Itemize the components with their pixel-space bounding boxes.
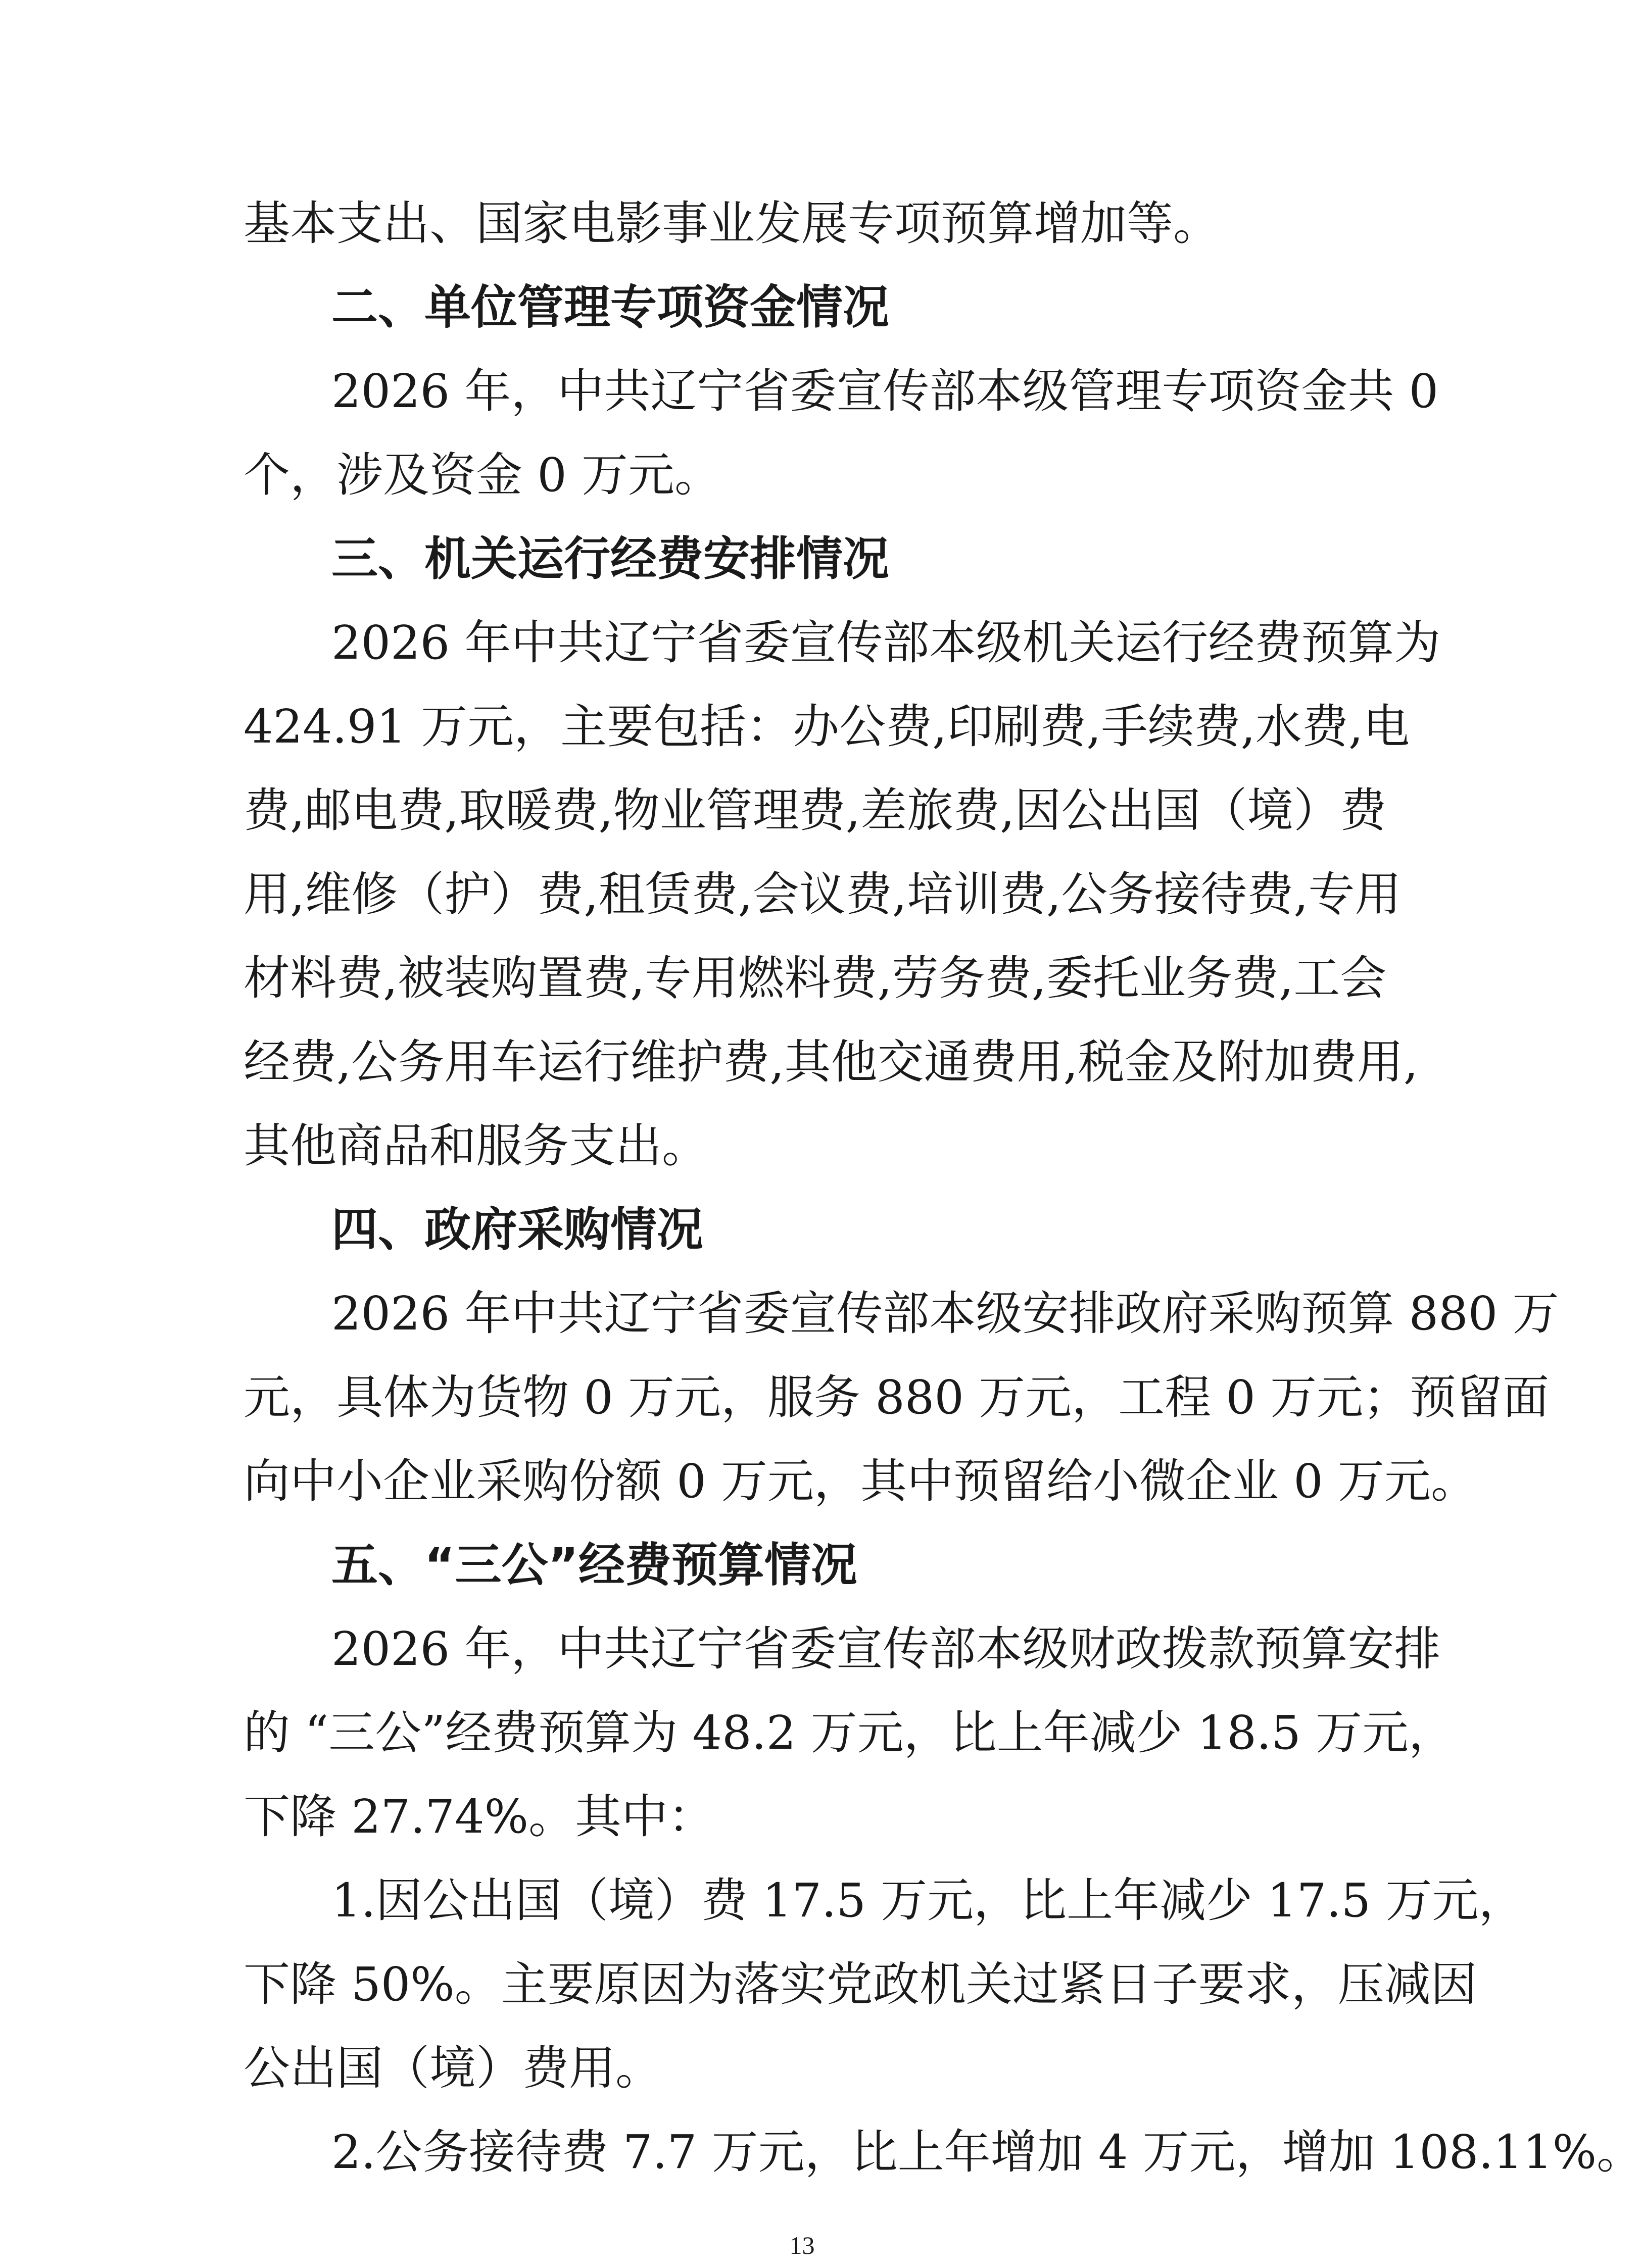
text-line-22: 下降 50%。主要原因为落实党政机关过紧日子要求，压减因 [244,1957,1477,2011]
text-line-18: 2026 年，中共辽宁省委宣传部本级财政拨款预算安排 [331,1622,1441,1676]
section-heading-3: 三、机关运行经费安排情况 [331,532,890,586]
text-line-20: 下降 27.74%。其中： [244,1790,715,1844]
text-line-11: 经费,公务用车运行维护费,其他交通费用,税金及附加费用, [244,1035,1418,1089]
text-line-14: 2026 年中共辽宁省委宣传部本级安排政府采购预算 880 万 [331,1287,1559,1341]
text-line-7: 424.91 万元，主要包括：办公费,印刷费,手续费,水费,电 [244,700,1410,754]
text-line-1: 基本支出、国家电影事业发展专项预算增加等。 [244,196,1220,251]
page-number: 13 [789,2231,815,2259]
section-heading-5: 五、“三公”经费预算情况 [331,1538,857,1592]
text-line-23: 公出国（境）费用。 [244,2041,662,2095]
text-line-3: 2026 年，中共辽宁省委宣传部本级管理专项资金共 0 [331,364,1439,418]
text-line-19: 的 “三公”经费预算为 48.2 万元，比上年减少 18.5 万元， [244,1706,1455,1760]
text-line-6: 2026 年中共辽宁省委宣传部本级机关运行经费预算为 [331,616,1441,670]
section-heading-2: 二、单位管理专项资金情况 [331,280,890,334]
text-line-8: 费,邮电费,取暖费,物业管理费,差旅费,因公出国（境）费 [244,783,1387,837]
text-line-16: 向中小企业采购份额 0 万元，其中预留给小微企业 0 万元。 [244,1454,1478,1508]
text-line-15: 元，具体为货物 0 万元，服务 880 万元，工程 0 万元；预留面 [244,1370,1550,1424]
text-line-21: 1.因公出国（境）费 17.5 万元，比上年减少 17.5 万元， [331,1873,1525,1928]
text-line-24: 2.公务接待费 7.7 万元，比上年增加 4 万元，增加 108.11%。 [331,2125,1643,2179]
section-heading-4: 四、政府采购情况 [331,1203,704,1257]
text-line-9: 用,维修（护）费,租赁费,会议费,培训费,公务接待费,专用 [244,867,1402,921]
text-line-4: 个，涉及资金 0 万元。 [244,448,721,502]
text-line-12: 其他商品和服务支出。 [244,1119,709,1173]
text-line-10: 材料费,被装购置费,专用燃料费,劳务费,委托业务费,工会 [244,951,1387,1005]
